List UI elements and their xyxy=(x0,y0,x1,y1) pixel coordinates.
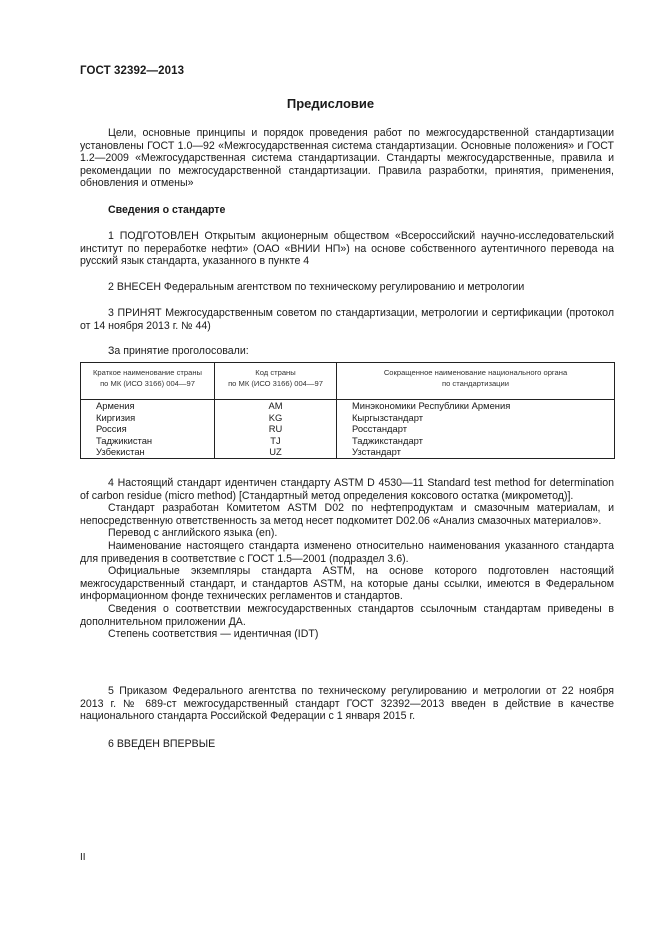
body-cell: Минэкономики Республики Армения xyxy=(352,400,511,411)
code-column xyxy=(215,400,337,459)
body-cell: Росстандарт xyxy=(352,423,407,435)
header-country: Краткое наименование страны по МК (ИСО 3166) 004—97 xyxy=(81,363,215,400)
intro-text: Цели, основные принципы и порядок проведения работ по межгосударственной стандартизации установлены ГОСТ 1.0—92 «Межгосударственная система стандартизации. Основные положения» и ГОСТ 1.2—2009 «Межгосударственная система стандартизации. Стандарты межгосударственные, правила и рекомендации по межгосударственной стандартизации. Правила разработки, принятия, применения, обновления и отмены» xyxy=(80,127,614,190)
item-2-text: 2 ВНЕСЕН Федеральным агентством по техническому регулированию и метрологии xyxy=(108,281,525,293)
item-4-paragraph: 4 Настоящий стандарт идентичен стандарту ASTM D 4530—11 Standard test method for determination of carbon residue (micro method) [Стандартный метод определения коксового остатка (микрометод)]. xyxy=(80,477,614,502)
item-2 xyxy=(80,281,614,294)
item-4-paragraph: Степень соответствия — идентичная (IDT) xyxy=(108,628,319,641)
body-cell: Таджикстандарт xyxy=(352,434,423,446)
item-4-paragraph: Перевод с английского языка (en). xyxy=(108,527,278,540)
item-1-text: 1 ПОДГОТОВЛЕН Открытым акционерным обществом «Всероссийский научно-исследовательский институт по переработке нефти» (ОАО «ВНИИ НП») на основе собственного аутентичного перевода на русский язык стандарта, указанного в пункте 4 xyxy=(80,230,614,268)
code-cell: KG xyxy=(268,411,283,423)
code-cell: UZ xyxy=(269,446,282,458)
item-4-paragraph: Сведения о соответствии межгосударственных стандартов ссылочным стандартам приведены в дополнительном приложении ДА. xyxy=(80,602,614,628)
section-heading-block xyxy=(80,204,614,217)
voting-table xyxy=(80,362,615,459)
body-cell: Узстандарт xyxy=(352,446,401,458)
item-5-text: 5 Приказом Федерального агентства по техническому регулированию и метрологии от 22 ноября 2013 г. № 689-ст межгосударственный стандарт ГОСТ 32392—2013 введен в действие в качестве национального стандарта Российской Федерации с 1 января 2015 г. xyxy=(80,685,614,723)
item-3 xyxy=(80,307,614,332)
item-4 xyxy=(80,477,614,641)
intro-paragraph xyxy=(80,127,614,190)
item-4-paragraph: Стандарт разработан Комитетом ASTM D02 по нефтепродуктам и смазочным материалам, и непосредственную ответственность за метод несет подкомитет D02.06 «Анализ смазочных материалов». xyxy=(80,502,614,527)
item-3-text: 3 ПРИНЯТ Межгосударственным советом по стандартизации, метрологии и сертификации (протокол от 14 ноября 2013 г. № 44) xyxy=(80,307,614,332)
item-5 xyxy=(80,685,614,723)
country-cell: Киргизия xyxy=(96,411,136,423)
header-code: Код страны по МК (ИСО 3166) 004—97 xyxy=(215,363,337,400)
item-6-text: 6 ВВЕДЕН ВПЕРВЫЕ xyxy=(108,738,216,750)
item-4-paragraph: Наименование настоящего стандарта изменено относительно наименования указанного стандарта для приведения в соответствие с ГОСТ 1.5—2001 (подраздел 3.6). xyxy=(80,539,614,565)
document-code: ГОСТ 32392—2013 xyxy=(80,65,185,77)
header-body: Сокращенное наименование национального органа по стандартизации xyxy=(337,363,615,400)
item-1 xyxy=(80,230,614,268)
body-column xyxy=(337,400,615,459)
body-cell: Кыргызстандарт xyxy=(352,411,424,423)
section-heading: Сведения о стандарте xyxy=(108,204,226,216)
table-header-row xyxy=(81,363,615,400)
country-cell: Армения xyxy=(96,400,135,411)
country-column xyxy=(81,400,215,459)
table-body-row xyxy=(81,400,615,459)
code-cell: AM xyxy=(268,400,283,411)
voted-label-block xyxy=(80,345,614,358)
country-cell: Таджикистан xyxy=(96,434,153,446)
code-cell: TJ xyxy=(270,434,281,446)
page-number: II xyxy=(80,852,86,863)
page-title: Предисловие xyxy=(286,96,375,111)
country-cell: Россия xyxy=(96,423,127,435)
country-cell: Узбекистан xyxy=(96,446,145,458)
item-4-paragraph: Официальные экземпляры стандарта ASTM, на основе которого подготовлен настоящий межгосударственный стандарт, и стандартов ASTM, на которые даны ссылки, имеются в Федеральном информационном фонде технических регламентов и стандартов. xyxy=(80,565,614,603)
code-cell: RU xyxy=(268,423,283,435)
voted-label: За принятие проголосовали: xyxy=(108,345,249,357)
item-6 xyxy=(80,738,614,751)
